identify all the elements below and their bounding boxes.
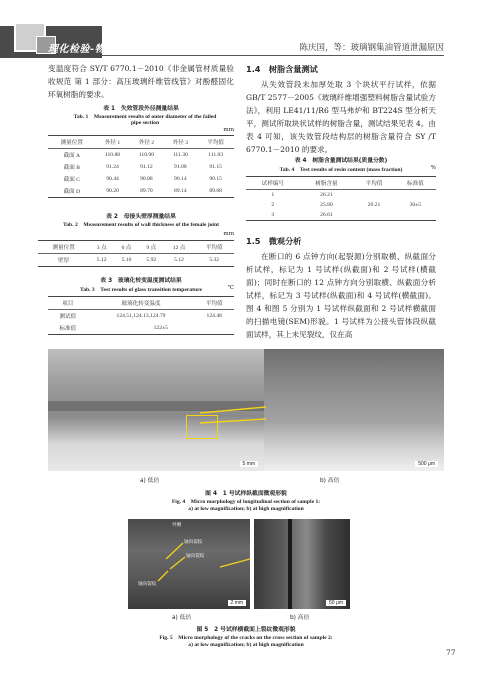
table1-header: 外径 2 [129,136,163,149]
table-cell: 90.44 [106,176,119,182]
table-cell: 122±5 [87,322,234,335]
table4-unit: % [430,165,436,171]
table-cell: 111.03 [208,152,224,158]
table1-header: 测量位置 [48,136,96,149]
running-title: 陈庆国，等：玻璃钢集油管道泄漏原因 [299,43,444,53]
table-cell: 91.15 [209,164,222,170]
fig5-caption-en: Fig. 5 Micro morphology of the cracks on the cross section of sample 2: [159,635,333,641]
table1-unit: mm [223,127,234,133]
fig4-caption-zh: 图 4 1 号试样纵截面微观形貌 [205,491,287,497]
fig4b-caption: b) 高倍 [320,478,340,484]
table1-header: 平均值 [197,136,234,149]
table-cell: 91.24 [106,164,119,170]
table2-header: 9 点 [139,241,164,254]
table3-caption-zh: 表 3 玻璃化转变温度测试结果 [100,278,182,284]
table4-header: 树脂含量 [300,177,354,190]
table-cell: 26.21 [320,192,333,198]
table-cell: 111.30 [172,152,188,158]
table-cell: 标准值 [48,322,87,335]
table2-header: 平均值 [194,241,234,254]
table2-caption-zh: 表 2 母接头壁厚测量结果 [106,214,176,220]
table-row [48,173,234,185]
table-cell: 5.12 [89,254,114,267]
table-cell: 26.61 [300,210,354,221]
table-cell: 2 [271,202,275,208]
table1-header: 外径 1 [96,136,130,149]
table-cell: 1 [271,192,275,198]
table-row [246,210,436,221]
header-rule [102,55,444,56]
section-1-5-paragraph: 在断口的 6 点钟方向(起裂源)分别取横、纵截面分析试样，标记为 1 号试样(纵截面)和 2 号试样(横截面)；同时在断口的 12 点钟方向分别取横、纵截面分析试样，标记为 3 号试样(纵截面)和 4 号试样(横截面)。图 4 和图 5 分别为 1 号试样纵截面和 2 号试样横截面的扫描电镜(SEM)形貌。1 号试样为公接头管体段纵截面试样，其上未见裂纹，仅在高 [246,252,436,339]
table4 [246,176,436,221]
table-cell: 截面 D [48,185,96,198]
table-cell: 30±5 [409,202,422,208]
fig4a-scale-bar: 5 mm [240,461,259,467]
table-cell: 5.32 [194,254,234,267]
fig4-caption-en-2: a) at low magnification; b) at high magnification [188,506,304,512]
table-row [48,185,234,198]
table-cell: 26.21 [367,202,381,208]
table-cell: 90.15 [209,176,222,182]
journal-name: 理化检验-物理分册 [48,44,137,55]
table2 [38,240,234,267]
table-cell [353,210,394,221]
fig5-caption-zh: 图 5 2 号试样横截面上裂纹微观形貌 [196,627,296,633]
fig5a-sem-image [128,519,250,609]
table-cell: 5.10 [114,254,139,267]
fig4b-scale-bar: 500 μm [415,461,438,467]
table-cell: 89.14 [163,185,197,198]
table1-caption-en: Tab. 1 Measurement results of outer diameter of the failed pipe section [73,114,217,126]
table-cell: 截面 C [63,177,80,183]
fig4-caption-en: Fig. 4 Micro morphology of longitudinal section of sample 1: [171,499,321,505]
table-cell: 截面 B [63,165,80,171]
table2-caption-en: Tab. 2 Measurement results of wall thickness of the female joint [63,222,219,228]
table-cell: 124.51,124.13,124.79 [116,313,166,319]
table1-caption-zh: 表 1 失效管段外径测量结果 [103,106,179,112]
table-cell: 5.92 [139,254,164,267]
table-cell: 截面 A [63,153,81,159]
fig5b-scale-bar: 50 μm [326,600,346,606]
table-cell: 91.12 [140,164,153,170]
table-row [48,149,234,162]
table3-header: 平均值 [195,297,235,310]
section-1-4-paragraph: 从失效管段未加厚处取 3 个块状平行试样，依据 GB/T 2577－2005《玻璃纤维增强塑料树脂含量试验方法》，利用 LE41/11/R6 型马弗炉和 BT224S 型分析天平，测试所取块状试样的树脂含量，测试结果见表 4。由表 4 可知，该失效管段结构层的树脂含量符合 SY /T 6770.1－2010 的要求。 [246,80,436,154]
fig5a-label-crack2: 轴向裂纹 [186,554,205,559]
fig5a-label-crack3: 轴向裂纹 [138,582,157,587]
table-row [48,161,234,173]
fig5a-label-crack1: 轴向裂纹 [184,540,203,545]
table2-header: 3 点 [89,241,114,254]
table-cell [395,190,436,201]
table-row [48,310,234,323]
table3 [48,296,234,335]
table4-header: 标准值 [395,177,436,190]
table-cell: 测试值 [59,314,77,320]
table-cell: 91.08 [174,164,187,170]
fig5a-caption: a) 低倍 [172,615,192,621]
fig5a-scale-bar: 2 mm [228,600,247,606]
table-cell: 25.80 [320,202,333,208]
table-row [246,190,436,201]
table-cell: 124.48 [206,313,222,319]
table-cell [353,190,394,201]
table3-header: 项目 [48,297,87,310]
table-cell: 3 [246,210,300,221]
table-cell: 89.70 [129,185,163,198]
page-number: 77 [446,648,456,657]
fig5b-sem-image [254,519,350,609]
table-cell: 110.90 [138,152,155,158]
table-row [38,254,234,267]
table-row [246,200,436,210]
fig4-zoom-connector [200,405,270,425]
table4-caption-zh: 表 4 树脂含量测试结果(质量分数) [294,158,388,164]
table1 [48,135,234,198]
table4-header: 平均值 [353,177,394,190]
fig4a-caption: a) 低倍 [140,478,160,484]
fig4b-sem-image [264,349,444,471]
intro-paragraph: 变温度符合 SY/T 6770.1－2010《非金属管材质量验收规范 第 1 部分：高压玻璃纤维管线管》对酚醛固化环氧树脂的要求。 [48,64,234,99]
table-cell: 89.68 [197,185,234,198]
table-cell: 110.88 [104,152,121,158]
fig5a-label-outer: 外侧 [172,523,182,528]
table4-caption-en: Tab. 4 Test results of resin content (mass fraction) [279,167,403,173]
fig5a-crack-arrows [128,519,250,609]
table-cell: 5.12 [164,254,195,267]
table2-header: 测量位置 [38,241,89,254]
table-cell: 90.88 [140,176,153,182]
table2-header: 6 点 [114,241,139,254]
table-cell [395,210,436,221]
section-1-5-title: 1.5 微观分析 [246,236,302,246]
table-cell: 90.14 [174,176,187,182]
table4-header: 试样编号 [246,177,300,190]
table3-header: 玻璃化转变温度 [87,297,194,310]
table3-unit: ℃ [227,285,234,291]
table1-header: 外径 3 [163,136,197,149]
section-1-4-title: 1.4 树脂含量测试 [246,64,318,74]
table-cell: 壁厚 [38,254,89,267]
table2-header: 12 点 [164,241,195,254]
table2-unit: mm [223,231,234,237]
fig5b-caption: b) 高倍 [290,615,310,621]
table-row [48,322,234,335]
table3-caption-en: Tab. 3 Test results of glass transition temperature [80,287,202,293]
table-cell: 90.20 [96,185,130,198]
fig5-caption-en-2: a) at low magnification; b) at high magnification [188,642,304,648]
